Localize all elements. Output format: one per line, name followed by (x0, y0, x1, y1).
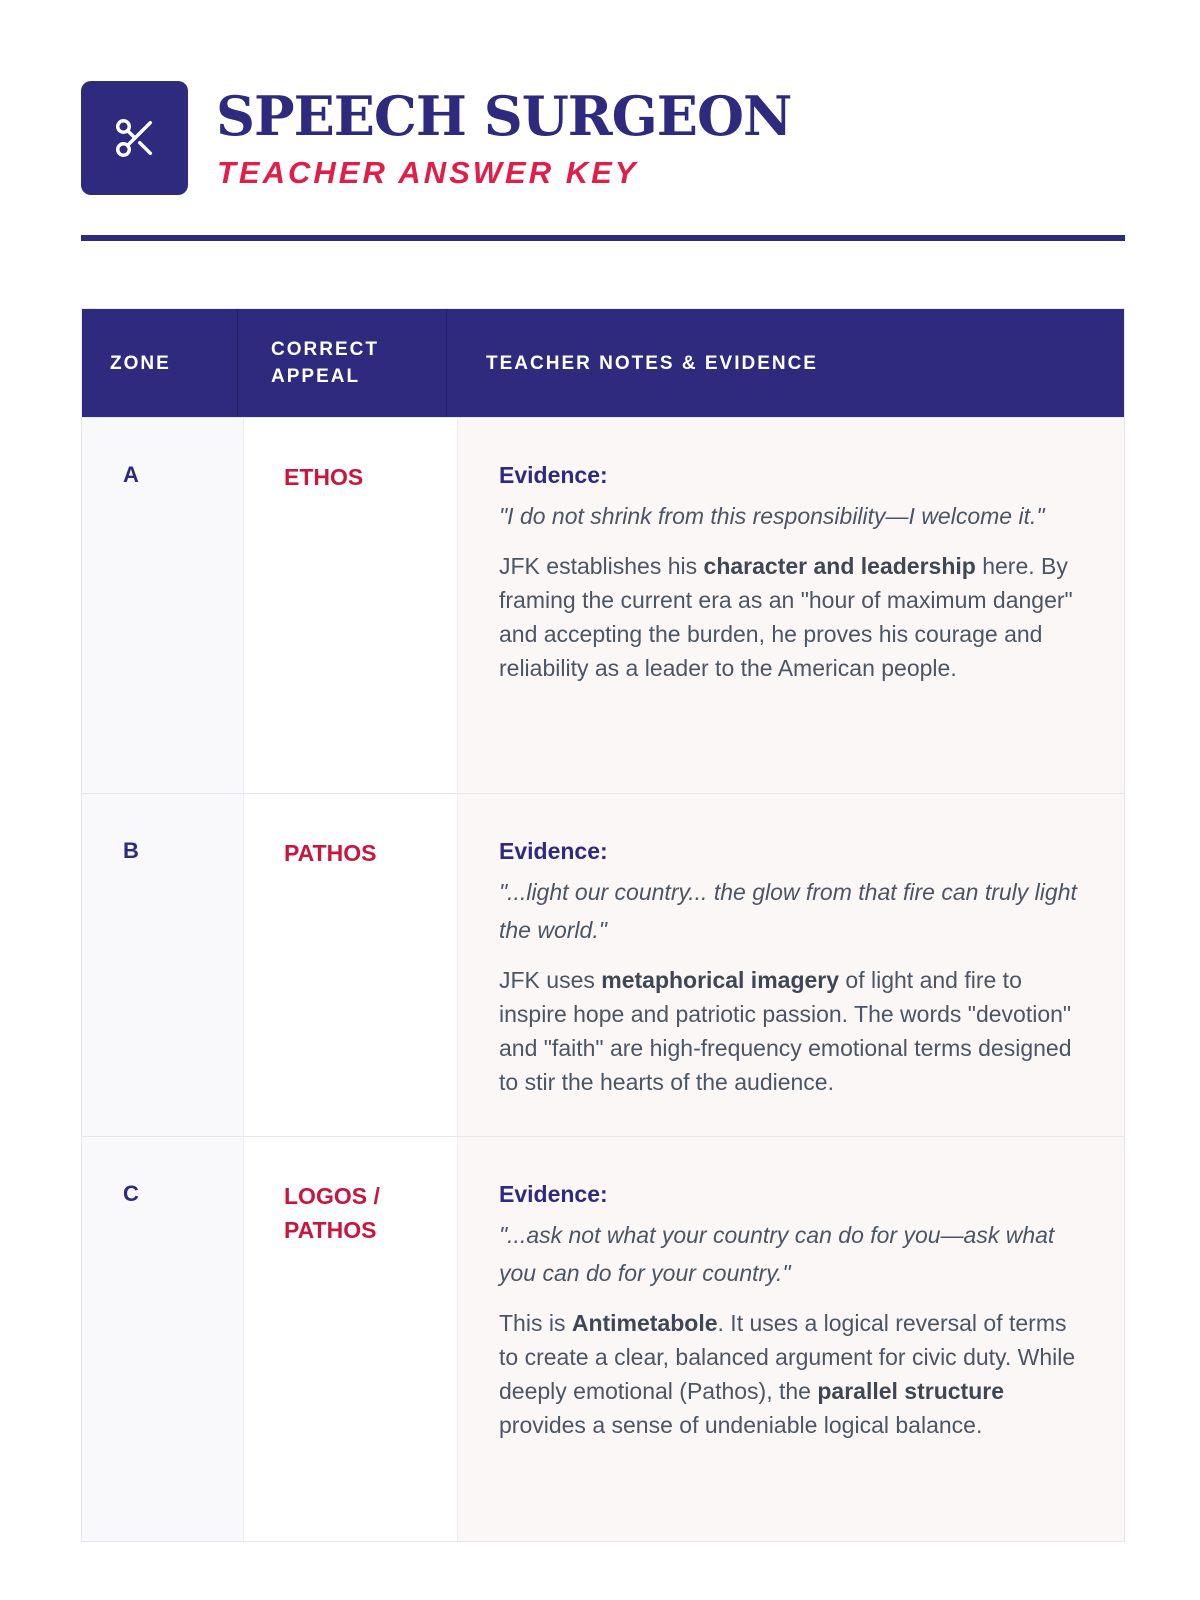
table-row (82, 417, 1124, 793)
appeal-cell (243, 1137, 457, 1541)
appeal-label-line1: LOGOS / (284, 1183, 380, 1209)
page-subtitle: TEACHER ANSWER KEY (217, 155, 639, 190)
column-header-appeal (271, 309, 451, 417)
zone-cell (82, 418, 243, 793)
zone-letter: B (123, 838, 139, 863)
evidence-label: Evidence: (499, 1181, 608, 1207)
appeal-label-line1: ETHOS (284, 464, 364, 490)
notes-cell (457, 418, 1124, 793)
appeal-label (284, 1179, 434, 1247)
column-header-appeal-line2: APPEAL (271, 366, 361, 387)
column-header-appeal-line1: CORRECT (271, 339, 379, 360)
scissors-icon (112, 115, 158, 161)
teacher-note (499, 549, 1089, 685)
evidence-label: Evidence: (499, 838, 608, 864)
evidence-label: Evidence: (499, 462, 608, 488)
appeal-label-line1: PATHOS (284, 840, 377, 866)
note-text: . It uses a logical reversal of terms to create a clear, balanced argument for civic duty. While deeply emotional (Pathos), the (499, 1310, 1076, 1404)
appeal-label (284, 460, 434, 494)
zone-cell (82, 1137, 243, 1541)
table-row (82, 793, 1124, 1136)
header-divider-line (446, 309, 447, 417)
zone-letter: C (123, 1181, 139, 1206)
table-row (82, 1136, 1124, 1541)
emphasis-text: parallel structure (817, 1378, 1004, 1404)
appeal-cell (243, 418, 457, 793)
zone-letter: A (123, 462, 139, 487)
note-text: JFK uses (499, 967, 602, 993)
page-title: SPEECH SURGEON (216, 84, 792, 148)
teacher-note (499, 963, 1089, 1099)
note-text: JFK establishes his (499, 553, 704, 579)
appeal-cell (243, 794, 457, 1136)
page-header (81, 81, 1125, 241)
teacher-note (499, 1306, 1089, 1442)
table-header (82, 309, 1124, 417)
emphasis-text: Antimetabole (571, 1310, 718, 1336)
appeal-label (284, 836, 434, 870)
header-divider-line (237, 309, 238, 417)
header-divider (81, 235, 1125, 241)
emphasis-text: metaphorical imagery (601, 967, 840, 993)
logo-badge (81, 81, 188, 195)
note-text: This is (499, 1310, 572, 1336)
column-header-zone: ZONE (110, 352, 171, 374)
note-text: here. By framing the current era as an "hour of maximum danger" and accepting the burden, he proves his courage and reliability as a leader to the American people. (499, 553, 1073, 681)
appeal-label-line2: PATHOS (284, 1217, 377, 1243)
notes-cell (457, 794, 1124, 1136)
emphasis-text: character and leadership (703, 553, 976, 579)
evidence-quote: "...light our country... the glow from that fire can truly light the world." (499, 879, 1077, 943)
evidence-quote: "I do not shrink from this responsibility—I welcome it." (499, 503, 1045, 529)
column-header-notes: TEACHER NOTES & EVIDENCE (486, 352, 818, 374)
evidence-quote: "...ask not what your country can do for you—ask what you can do for your country." (499, 1222, 1055, 1286)
notes-cell (457, 1137, 1124, 1541)
note-text: provides a sense of undeniable logical balance. (499, 1412, 983, 1438)
zone-cell (82, 794, 243, 1136)
note-text: of light and fire to inspire hope and patriotic passion. The words "devotion" and "faith" are high-frequency emotional terms designed to stir the hearts of the audience. (499, 967, 1072, 1095)
answer-key-table (81, 308, 1125, 1542)
